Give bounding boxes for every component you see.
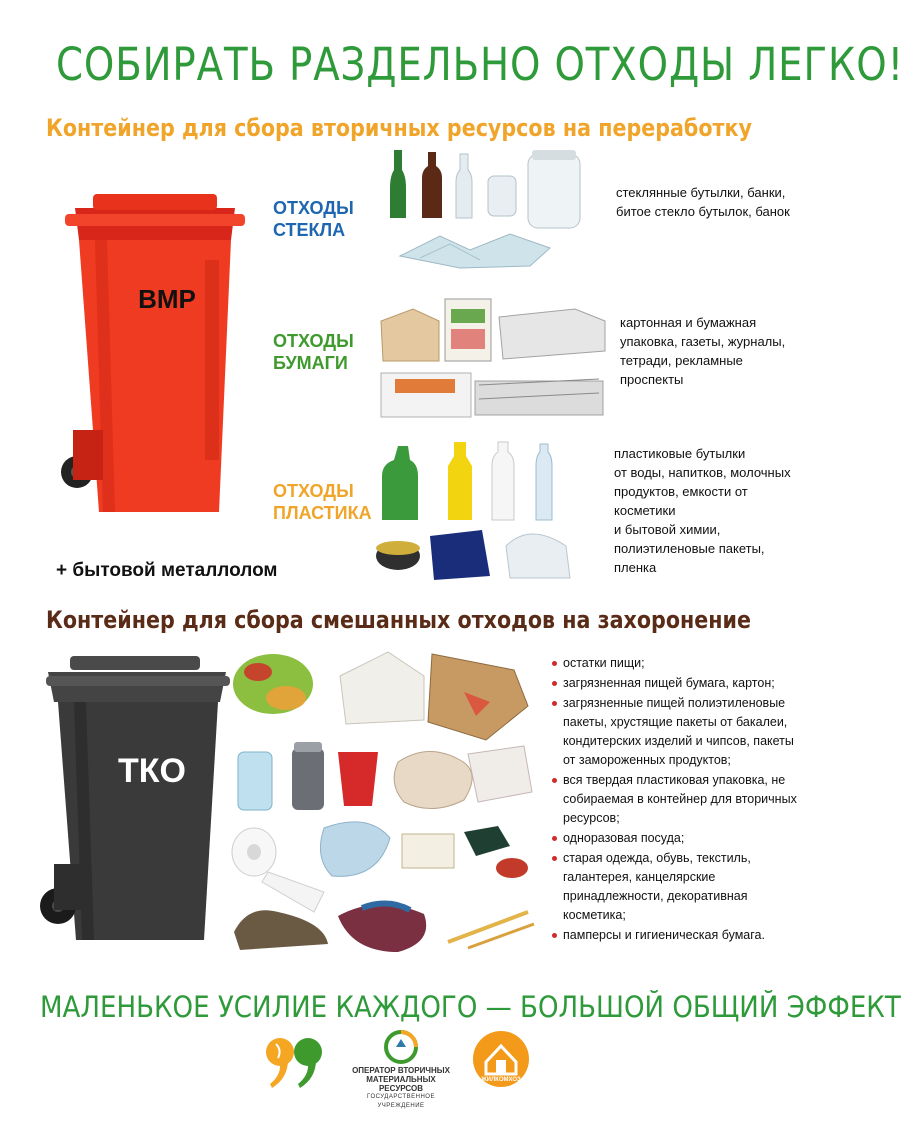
category-plastic-label: ОТХОДЫ ПЛАСТИКА [273, 481, 372, 523]
mixed-bin-label: ТКО [118, 752, 186, 790]
zhilkomkhoz-logo-text: ЖИЛКОМХОЗ [481, 1077, 521, 1083]
list-item: остатки пищи; [552, 654, 797, 673]
quote-logo-icon [264, 1034, 326, 1090]
footer-slogan: МАЛЕНЬКОЕ УСИЛИЕ КАЖДОГО — БОЛЬШОЙ ОБЩИЙ ЭФФЕКТ [40, 990, 901, 1024]
mixed-items-list [552, 654, 797, 946]
recycling-operator-logo-icon [384, 1030, 418, 1064]
list-item: загрязненные пищей полиэтиленовые пакеты, хрустящие пакеты от бакалеи, кондитерских изделий и чипсов, пакеты от замороженных продуктов; [552, 694, 797, 770]
paper-waste-image [375, 295, 610, 423]
mixed-heading: Контейнер для сбора смешанных отходов на захоронение [46, 606, 751, 634]
recycle-heading: Контейнер для сбора вторичных ресурсов на переработку [46, 114, 752, 142]
list-item: вся твердая пластиковая упаковка, не собираемая в контейнер для вторичных ресурсов; [552, 771, 797, 828]
category-paper-label: ОТХОДЫ БУМАГИ [273, 331, 354, 373]
list-item: памперсы и гигиеническая бумага. [552, 926, 797, 945]
glass-description: стеклянные бутылки, банки, битое стекло бутылок, банок [616, 185, 790, 219]
metal-note: + бытовой металлолом [56, 560, 278, 581]
list-item: старая одежда, обувь, текстиль, галантерея, канцелярские принадлежности, декоративная косметика; [552, 849, 797, 925]
recycle-bin [55, 180, 255, 530]
glass-waste-image [380, 148, 595, 273]
list-item: загрязненная пищей бумага, картон; [552, 674, 797, 693]
mixed-bin [40, 650, 235, 950]
recycle-bin-label: ВМР [138, 284, 196, 314]
mixed-waste-image [228, 642, 543, 960]
operator-logo-text: ОПЕРАТОР ВТОРИЧНЫХ МАТЕРИАЛЬНЫХ РЕСУРСОВ ГОСУДАРСТВЕННОЕ УЧРЕЖДЕНИЕ [352, 1066, 450, 1109]
plastic-waste-image [370, 436, 590, 581]
category-glass-label: ОТХОДЫ СТЕКЛА [273, 198, 354, 240]
page-title: СОБИРАТЬ РАЗДЕЛЬНО ОТХОДЫ ЛЕГКО! [56, 38, 904, 91]
plastic-description: пластиковые бутылки от воды, напитков, молочных продуктов, емкости от косметики и бытовой химии, полиэтиленовые пакеты, пленка [614, 446, 791, 575]
list-item: одноразовая посуда; [552, 829, 797, 848]
paper-description: картонная и бумажная упаковка, газеты, журналы, тетради, рекламные проспекты [620, 315, 786, 387]
